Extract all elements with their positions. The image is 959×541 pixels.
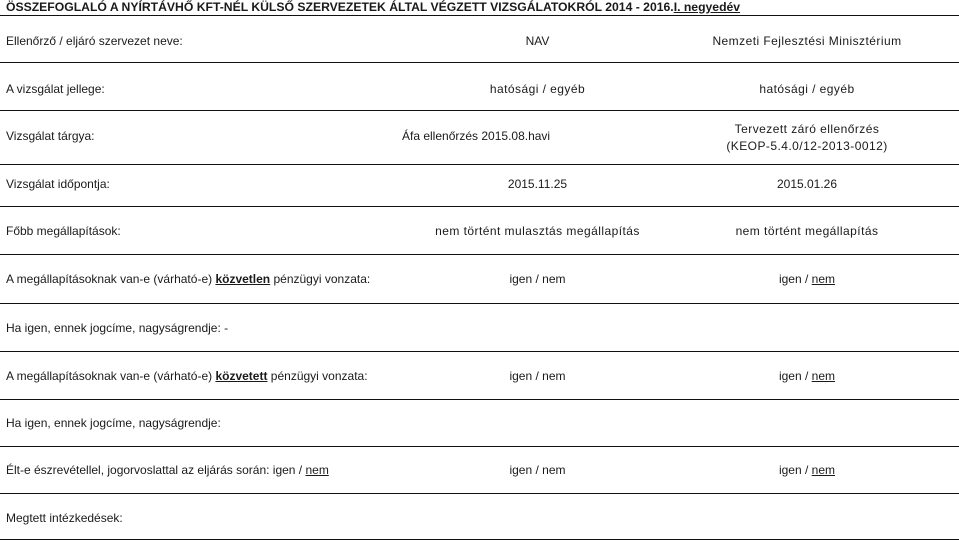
row-divider: [0, 206, 959, 207]
row-divider: [0, 446, 959, 447]
row-divider: [0, 351, 959, 352]
row-divider: [0, 539, 959, 540]
findings-value-1: nem történt mulasztás megállapítás: [435, 224, 640, 238]
inspection-type-value-2: hatósági / egyéb: [759, 82, 855, 96]
row-divider: [0, 254, 959, 255]
title-prefix: ÖSSZEFOGLALÓ A NYÍRTÁVHŐ KFT-NÉL KÜLSŐ SZERVEZETEK ÁLTAL VÉGZETT VIZSGÁLATOKRÓL 2014 - 2016.: [6, 0, 674, 14]
remedy-value-2: [707, 463, 907, 478]
date-label: Vizsgálat időpontja:: [6, 177, 110, 191]
direct-legal-basis-label: Ha igen, ennek jogcíme, nagyságrendje: -: [6, 321, 229, 335]
direct-financial-label: [6, 272, 370, 287]
direct-financial-value-1: igen / nem: [509, 272, 566, 286]
indirect-financial-label-bold: közvetett: [215, 369, 268, 383]
row-divider: [0, 164, 959, 165]
direct-financial-value-2: [707, 272, 907, 287]
direct-financial-label-post: pénzügyi vonzata:: [270, 272, 371, 286]
org-name-value-1: NAV: [525, 34, 550, 48]
direct-financial-label-pre: A megállapításoknak van-e (várható-e): [6, 272, 216, 286]
direct-financial-label-bold: közvetlen: [215, 272, 271, 286]
remedy-label-selected: nem: [305, 463, 329, 477]
org-name-value-2: Nemzeti Fejlesztési Minisztérium: [712, 34, 902, 48]
remedy-value-2-pre: igen /: [778, 463, 812, 477]
remedy-value-1: igen / nem: [509, 463, 566, 477]
measures-label: Megtett intézkedések:: [6, 511, 123, 525]
indirect-financial-value-2-selected: nem: [811, 369, 836, 383]
indirect-financial-value-1: igen / nem: [509, 369, 566, 383]
subject-value-2: [707, 121, 907, 155]
row-divider: [0, 399, 959, 400]
subject-value-2-line1: Tervezett záró ellenőrzés: [734, 122, 880, 136]
direct-financial-value-2-selected: nem: [811, 272, 836, 286]
title-suffix: I. negyedév: [673, 0, 741, 14]
remedy-value-2-selected: nem: [811, 463, 836, 477]
subject-value-2-line2: (KEOP-5.4.0/12-2013-0012): [726, 139, 888, 153]
row-divider: [0, 15, 959, 16]
indirect-financial-label-post: pénzügyi vonzata:: [267, 369, 368, 383]
indirect-financial-value-2: [707, 369, 907, 384]
row-divider: [0, 303, 959, 304]
direct-financial-value-2-pre: igen /: [778, 272, 812, 286]
date-value-1: 2015.11.25: [507, 177, 568, 191]
indirect-financial-label-pre: A megállapításoknak van-e (várható-e): [6, 369, 216, 383]
findings-value-2: nem történt megállapítás: [735, 224, 879, 238]
row-divider: [0, 110, 959, 111]
date-value-2: 2015.01.26: [776, 177, 838, 191]
remedy-label: [6, 463, 329, 478]
indirect-financial-label: [6, 369, 368, 384]
subject-value-1: Áfa ellenőrzés 2015.08.havi: [402, 129, 551, 143]
row-divider: [0, 62, 959, 63]
page-title: [6, 0, 740, 14]
inspection-type-label: A vizsgálat jellege:: [6, 82, 105, 96]
row-divider: [0, 493, 959, 494]
subject-label: Vizsgálat tárgya:: [6, 129, 95, 143]
indirect-legal-basis-label: Ha igen, ennek jogcíme, nagyságrendje:: [6, 416, 221, 430]
inspection-type-value-1: hatósági / egyéb: [489, 82, 586, 96]
findings-label: Főbb megállapítások:: [6, 224, 121, 238]
remedy-label-pre: Élt-e észrevétellel, jogorvoslattal az eljárás során: igen /: [6, 463, 306, 477]
org-name-label: Ellenőrző / eljáró szervezet neve:: [6, 34, 183, 48]
indirect-financial-value-2-pre: igen /: [778, 369, 812, 383]
